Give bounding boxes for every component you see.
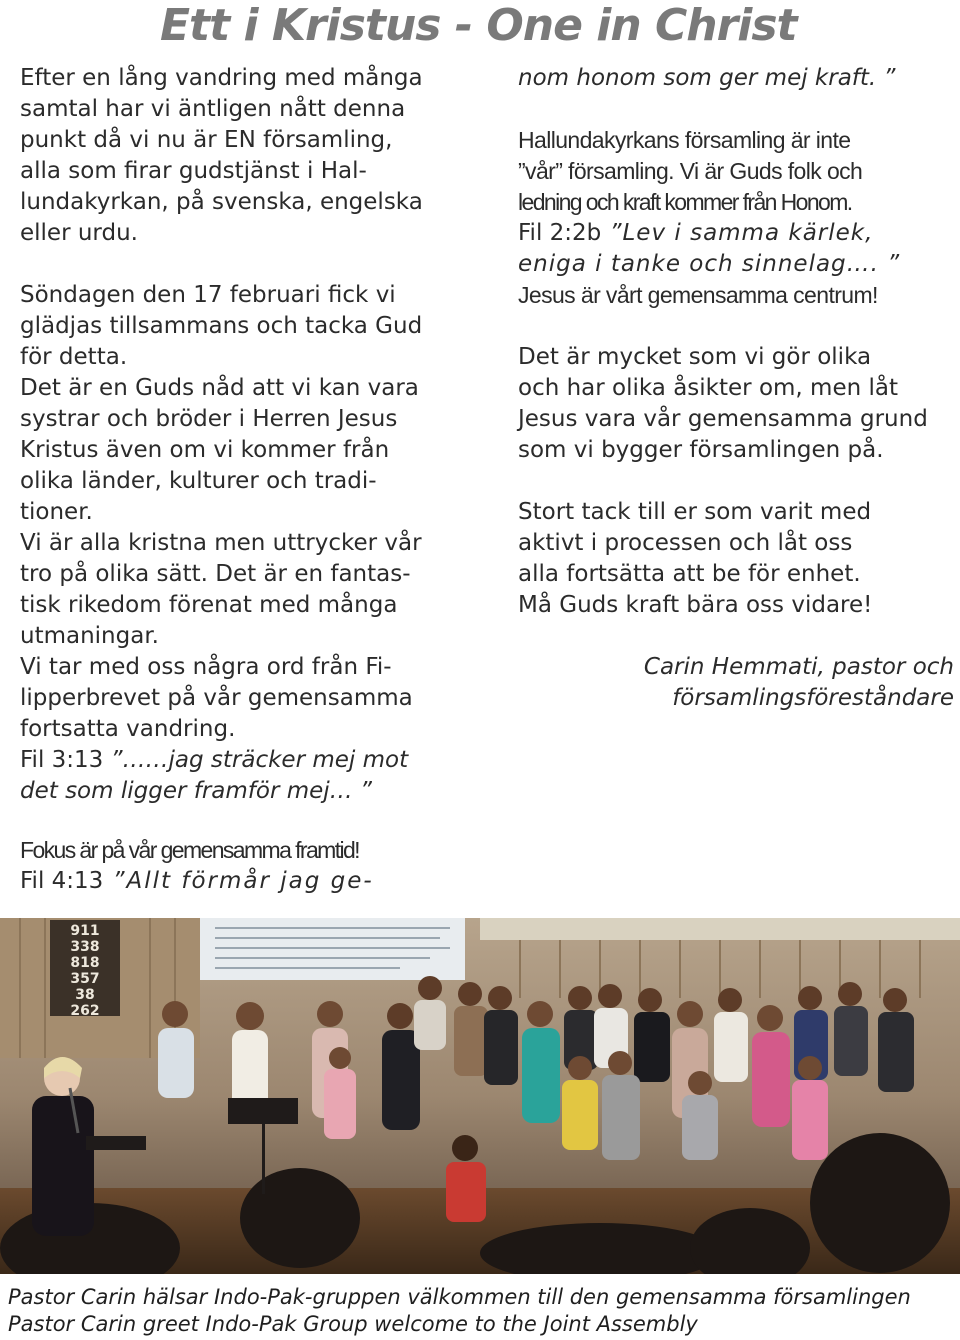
left-column-bottom <box>20 835 480 897</box>
paragraph-philippians: Vi tar med oss några ord från Fi- lipperbrevet på vår gemensamma fortsatta vandring. <box>20 654 413 742</box>
hymn-number: 338 <box>70 939 100 955</box>
paragraph-intro: Efter en lång vandring med många samtal har vi äntligen nått denna punkt då vi nu är EN församling, alla som firar gudstjänst i Hal- lundakyrkan, på svenska, engelska eller urdu. <box>20 65 423 246</box>
hymn-number: 262 <box>70 1003 100 1019</box>
group-photo-illustration <box>0 918 960 1274</box>
caption-swedish: Pastor Carin hälsar Indo-Pak-gruppen välkommen till den gemensamma församlingen <box>8 1285 911 1309</box>
verse-fil-4-13 <box>20 866 480 897</box>
hymn-number: 818 <box>70 955 100 971</box>
paragraph-sunday: Söndagen den 17 februari fick vi glädjas tillsammans och tacka Gud för detta. <box>20 282 423 370</box>
paragraph-thanks: Stort tack till er som varit med aktivt i processen och låt oss alla fortsätta att be för enhet. Må Guds kraft bära oss vidare! <box>518 499 873 618</box>
verse-fil-3-13 <box>20 745 460 807</box>
group-photo <box>0 918 960 1274</box>
left-column <box>20 63 460 807</box>
hymn-number: 911 <box>70 923 100 939</box>
paragraph-our-church: Hallundakyrkans församling är inte ”vår” församling. Vi är Guds folk och ledning och kraft kommer från Honom. <box>518 127 863 215</box>
right-column <box>518 63 954 714</box>
verse-text: eniga i tanke och sinnelag…. ” <box>518 251 901 277</box>
verse-reference: Fil 4:13 <box>20 868 104 894</box>
paragraph-christians: Vi är alla kristna men uttrycker vår tro på olika sätt. Det är en fantas- tisk rikedom förenat med många utmaningar. <box>20 530 422 649</box>
signature: Carin Hemmati, pastor och församlingsföreståndare <box>643 654 954 711</box>
page-title: Ett i Kristus - One in Christ <box>160 0 797 51</box>
verse-text: det som ligger framför mej… ” <box>20 778 372 804</box>
paragraph-grace: Det är en Guds nåd att vi kan vara systrar och bröder i Herren Jesus Kristus även om vi kommer från olika länder, kulturer och tradi- tioner. <box>20 375 419 525</box>
verse-reference: Fil 3:13 <box>20 747 104 773</box>
centrum-line: Jesus är vårt gemensamma centrum! <box>518 282 878 308</box>
verse-text: ”……jag sträcker mej mot <box>103 747 409 773</box>
photo-caption <box>8 1284 958 1338</box>
focus-line: Fokus är på vår gemensamma framtid! <box>20 837 359 863</box>
hymn-number: 357 <box>70 971 100 987</box>
verse-continuation: nom honom som ger mej kraft. ” <box>518 65 896 91</box>
hymn-number: 38 <box>75 987 95 1003</box>
verse-text: ”Lev i samma kärlek, <box>601 220 874 246</box>
verse-reference: Fil 2:2b <box>518 220 602 246</box>
caption-english: Pastor Carin greet Indo-Pak Group welcome to the Joint Assembly <box>8 1312 698 1336</box>
verse-fil-2-2b <box>518 218 954 280</box>
paragraph-differences: Det är mycket som vi gör olika och har olika åsikter om, men låt Jesus vara vår gemensamma grund som vi bygger församlingen på. <box>518 344 928 463</box>
verse-text: ”Allt förmår jag ge- <box>103 868 374 894</box>
